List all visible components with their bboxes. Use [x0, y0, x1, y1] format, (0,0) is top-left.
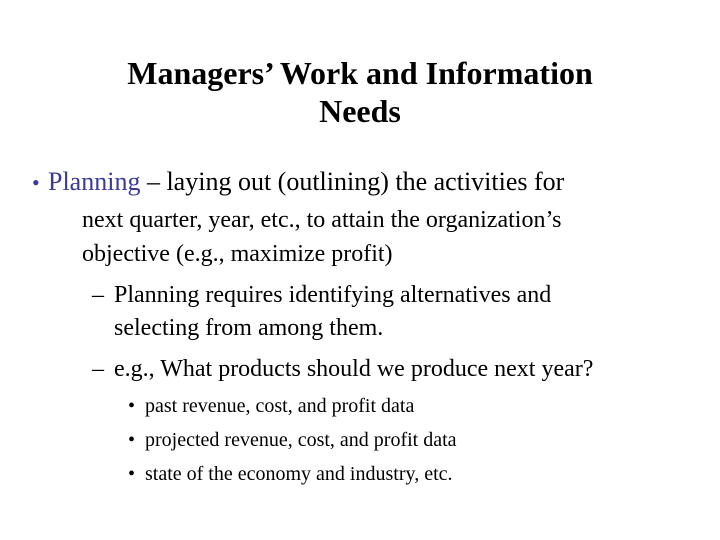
bullet-planning-continuation-1: next quarter, year, etc., to attain the organization’s [82, 207, 562, 233]
bullet-term-planning: Planning [48, 167, 141, 196]
sub-bullet-alternatives [92, 279, 551, 311]
bullet-planning [32, 166, 564, 199]
sub-bullet-example-text: e.g., What products should we produce next year? [114, 356, 594, 382]
bullet-planning-continuation-2: objective (e.g., maximize profit) [82, 241, 393, 267]
sub-bullet-marker: – [92, 282, 104, 308]
bullet-marker: • [32, 170, 40, 195]
list-item-marker: • [128, 395, 136, 417]
sub-bullet-example [92, 353, 593, 385]
list-item-marker: • [128, 429, 136, 451]
sub-bullet-marker: – [92, 356, 104, 382]
list-item-text: past revenue, cost, and profit data [145, 395, 415, 417]
slide-title [60, 54, 660, 130]
slide-title-line-1: Managers’ Work and Information [127, 55, 593, 91]
list-item [128, 461, 453, 487]
sub-bullet-alternatives-continuation: selecting from among them. [114, 315, 384, 341]
list-item [128, 427, 457, 453]
list-item [128, 393, 414, 419]
slide-title-line-2: Needs [319, 93, 401, 129]
bullet-planning-definition: – laying out (outlining) the activities for [140, 167, 565, 196]
list-item-text: state of the economy and industry, etc. [145, 463, 453, 485]
list-item-text: projected revenue, cost, and profit data [145, 429, 457, 451]
list-item-marker: • [128, 463, 136, 485]
sub-bullet-alternatives-text: Planning requires identifying alternatives and [114, 282, 552, 308]
